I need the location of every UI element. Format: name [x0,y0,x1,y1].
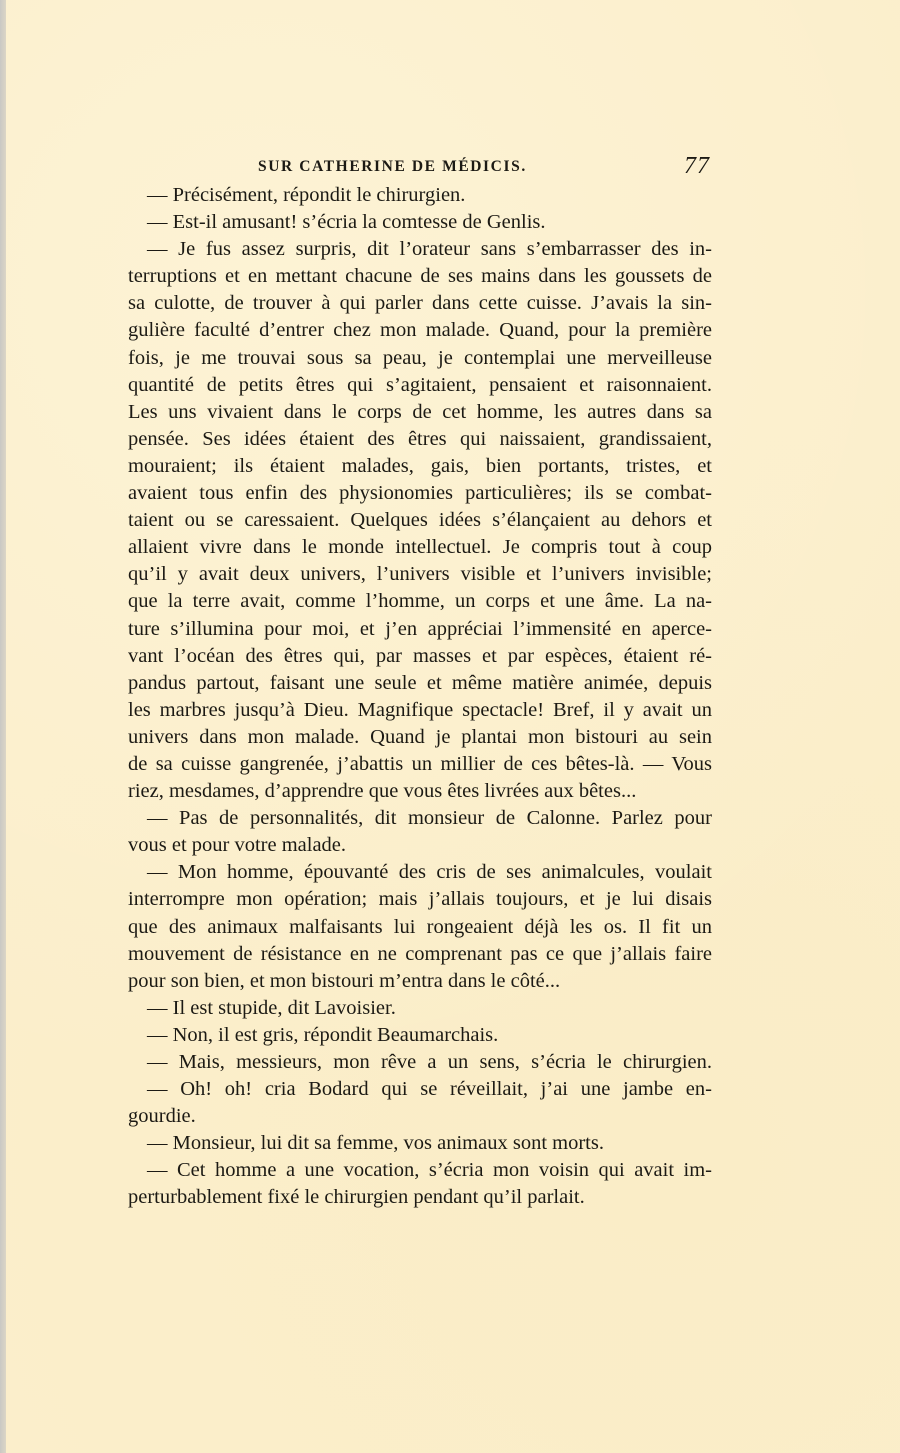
text-line: terruptions et en mettant chacune de ses mains dans les goussets de [128,265,712,288]
text-line: quantité de petits êtres qui s’agitaient, pensaient et raisonnaient. [128,373,712,396]
text-line: perturbablement fixé le chirurgien pendant qu’il parlait. [128,1186,585,1209]
text-line: univers dans mon malade. Quand je plantai mon bistouri au sein [128,725,712,748]
text-line: — Précisément, répondit le chirurgien. [147,184,466,206]
text-line: pandus partout, faisant une seule et même matière animée, depuis [128,671,712,694]
text-line: fois, je me trouvai sous sa peau, je contemplai une merveilleuse [128,346,712,369]
text-line: gulière faculté d’entrer chez mon malade. Quand, pour la première [128,319,712,342]
text-line: ture s’illumina pour moi, et j’en appréciai l’immensité en aperce- [128,617,712,640]
text-line: — Mais, messieurs, mon rêve a un sens, s’écria le chirurgien. [147,1051,712,1073]
text-line: — Mon homme, épouvanté des cris de ses animalcules, voulait [147,861,712,884]
text-line: allaient vivre dans le monde intellectuel. Je compris tout à coup [128,536,712,559]
text-line: pensée. Ses idées étaient des êtres qui naissaient, grandissaient, [128,427,712,450]
running-title: SUR CATHERINE DE MÉDICIS. [258,158,527,175]
text-line: avaient tous enfin des physionomies particulières; ils se combat- [128,482,712,505]
running-head [128,153,712,180]
text-line: vous et pour votre malade. [128,834,347,857]
text-line: mouvement de résistance en ne comprenant pas ce que j’allais faire [128,942,712,965]
text-line: — Oh! oh! cria Bodard qui se réveillait, j’ai une jambe en- [147,1078,712,1101]
text-line: — Je fus assez surpris, dit l’orateur sans s’embarrasser des in- [147,238,712,261]
text-line: qu’il y avait deux univers, l’univers visible et l’univers invisible; [128,563,712,586]
text-line: pour son bien, et mon bistouri m’entra dans le côté... [128,969,561,992]
text-line: que la terre avait, comme l’homme, un corps et une âme. La na- [128,590,712,613]
text-line: taient ou se caressaient. Quelques idées s’élançaient au dehors et [128,509,712,532]
page-number: 77 [684,153,710,179]
text-line: interrompre mon opération; mais j’allais toujours, et je lui disais [128,888,712,911]
text-line: que des animaux malfaisants lui rongeaient déjà les os. Il fit un [128,915,712,938]
text-line: — Il est stupide, dit Lavoisier. [147,996,396,1019]
text-line: de sa cuisse gangrenée, j’abattis un millier de ces bêtes-là. — Vous [128,752,712,775]
text-line: sa culotte, de trouver à qui parler dans cette cuisse. J’avais la sin- [128,292,712,315]
text-line: riez, mesdames, d’apprendre que vous êtes livrées aux bêtes... [128,780,637,803]
text-line: — Cet homme a une vocation, s’écria mon voisin qui avait im- [147,1159,712,1182]
text-line: mouraient; ils étaient malades, gais, bien portants, tristes, et [128,454,712,477]
text-line: — Monsieur, lui dit sa femme, vos animaux sont morts. [147,1132,604,1155]
text-line: — Pas de personnalités, dit monsieur de Calonne. Parlez pour [147,807,712,830]
text-line: les marbres jusqu’à Dieu. Magnifique spectacle! Bref, il y avait un [128,698,712,721]
text-line: — Est-il amusant! s’écria la comtesse de Genlis. [147,211,546,234]
text-line: gourdie. [128,1105,196,1128]
text-line: — Non, il est gris, répondit Beaumarchais. [147,1023,499,1046]
text-line: vant l’océan des êtres qui, par masses et par espèces, étaient ré- [128,644,712,667]
scan-edge [0,0,6,1453]
text-line: Les uns vivaient dans le corps de cet homme, les autres dans sa [128,400,712,423]
body-text [128,182,712,1212]
